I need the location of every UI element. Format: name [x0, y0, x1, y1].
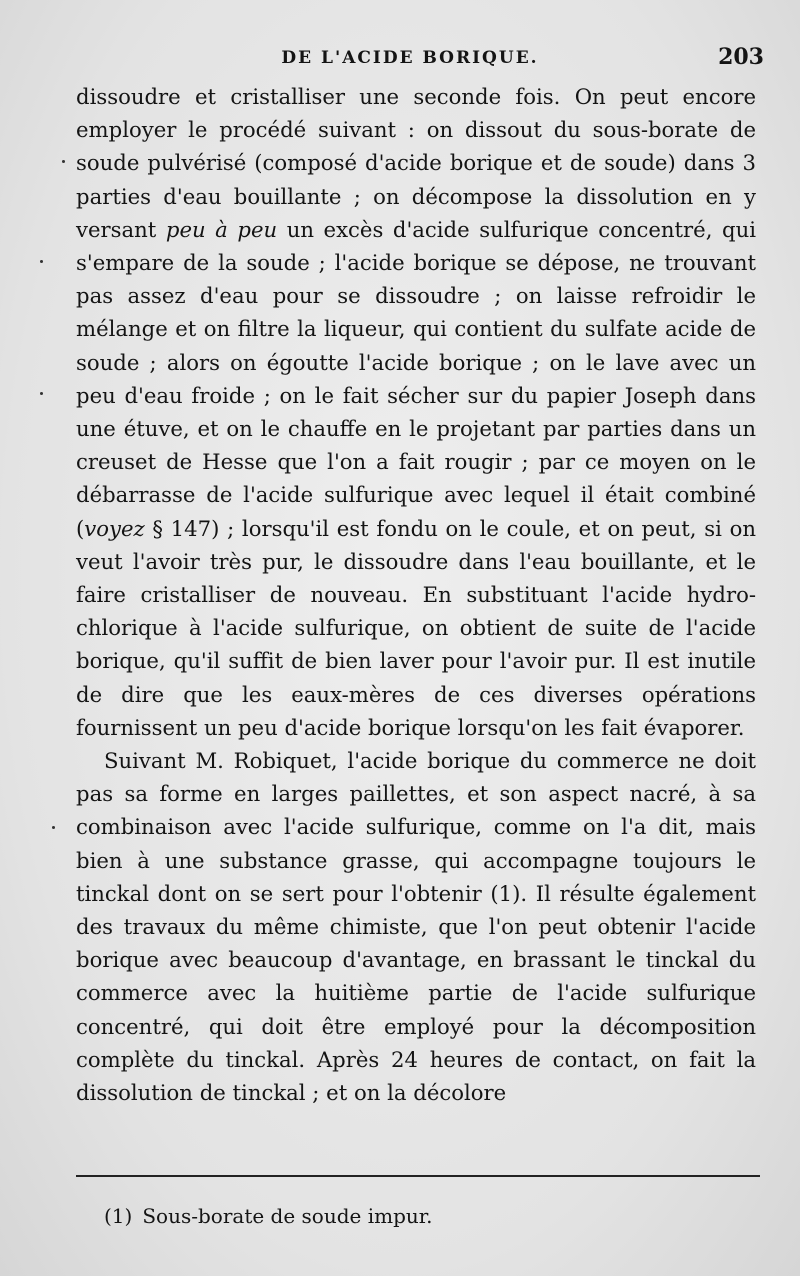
footnote-marker: (1)	[104, 1204, 133, 1228]
page-header	[60, 42, 764, 74]
footnote	[104, 1204, 433, 1228]
ink-speck	[52, 826, 55, 829]
ink-speck	[62, 160, 65, 163]
body-text	[76, 80, 756, 1109]
italic-run: peu à peu	[165, 216, 278, 242]
footnote-text: Sous-borate de soude impur.	[142, 1204, 433, 1228]
paragraph-1	[76, 80, 756, 744]
footnote-rule	[76, 1175, 760, 1177]
ink-speck	[40, 260, 43, 263]
text-run: dissoudre et cristalliser une seconde fois. On peut encore employer le procédé suivant : on dissout du sous-borate de soude pulvérisé (composé d'acide borique et de soude) dans 3 parties d'eau bouillante ; on décompose la dissolution en y versant	[76, 84, 756, 242]
text-run: Suivant M. Robiquet, l'acide borique du commerce ne doit pas sa forme en larges paillettes, et son aspect nacré, à sa combinaison avec l'acide sulfurique, comme on l'a dit, mais bien à une substance grasse, qui accompagne toujours le tinckal dont on se sert pour l'obtenir (1). Il résulte également des travaux du même chimiste, que l'on peut obtenir l'acide borique avec beaucoup d'avantage, en brassant le tinckal du commerce avec la huitième partie de l'acide sulfurique concentré, qui doit être employé pour la décomposition complète du tinckal. Après 24 heures de contact, on fait la dissolution de tinckal ; et on la décolore	[76, 748, 756, 1106]
page-number: 203	[718, 44, 764, 70]
text-run: § 147) ; lorsqu'il est fondu on le coule, et on peut, si on veut l'avoir très pur, le dissoudre dans l'eau bouillante, et le faire cristalliser de nouveau. En substituant l'acide hydro-chlorique à l'acide sulfurique, on obtient de suite de l'acide borique, qu'il suffit de bien laver pour l'avoir pur. Il est inutile de dire que les eaux-mères de ces diverses opérations fournissent un peu d'acide borique lorsqu'on les fait évaporer.	[76, 515, 756, 740]
text-run: un excès d'acide sulfurique concentré, qui s'empare de la soude ; l'acide borique se dépose, ne trouvant pas assez d'eau pour se dissoudre ; on laisse refroidir le mélange et on filtre la liqueur, qui contient du sulfate acide de soude ; alors on égoutte l'acide borique ; on le lave avec un peu d'eau froide ; on le fait sécher sur du papier Joseph dans une étuve, et on le chauffe en le projetant par parties dans un creuset de Hesse que l'on a fait rougir ; par ce moyen on le débarrasse de l'acide sulfurique avec lequel il était combiné (	[76, 216, 756, 541]
paragraph-2	[76, 744, 756, 1109]
italic-run: voyez	[84, 515, 145, 541]
ink-speck	[40, 392, 43, 395]
running-title: DE L'ACIDE BORIQUE.	[281, 48, 539, 68]
